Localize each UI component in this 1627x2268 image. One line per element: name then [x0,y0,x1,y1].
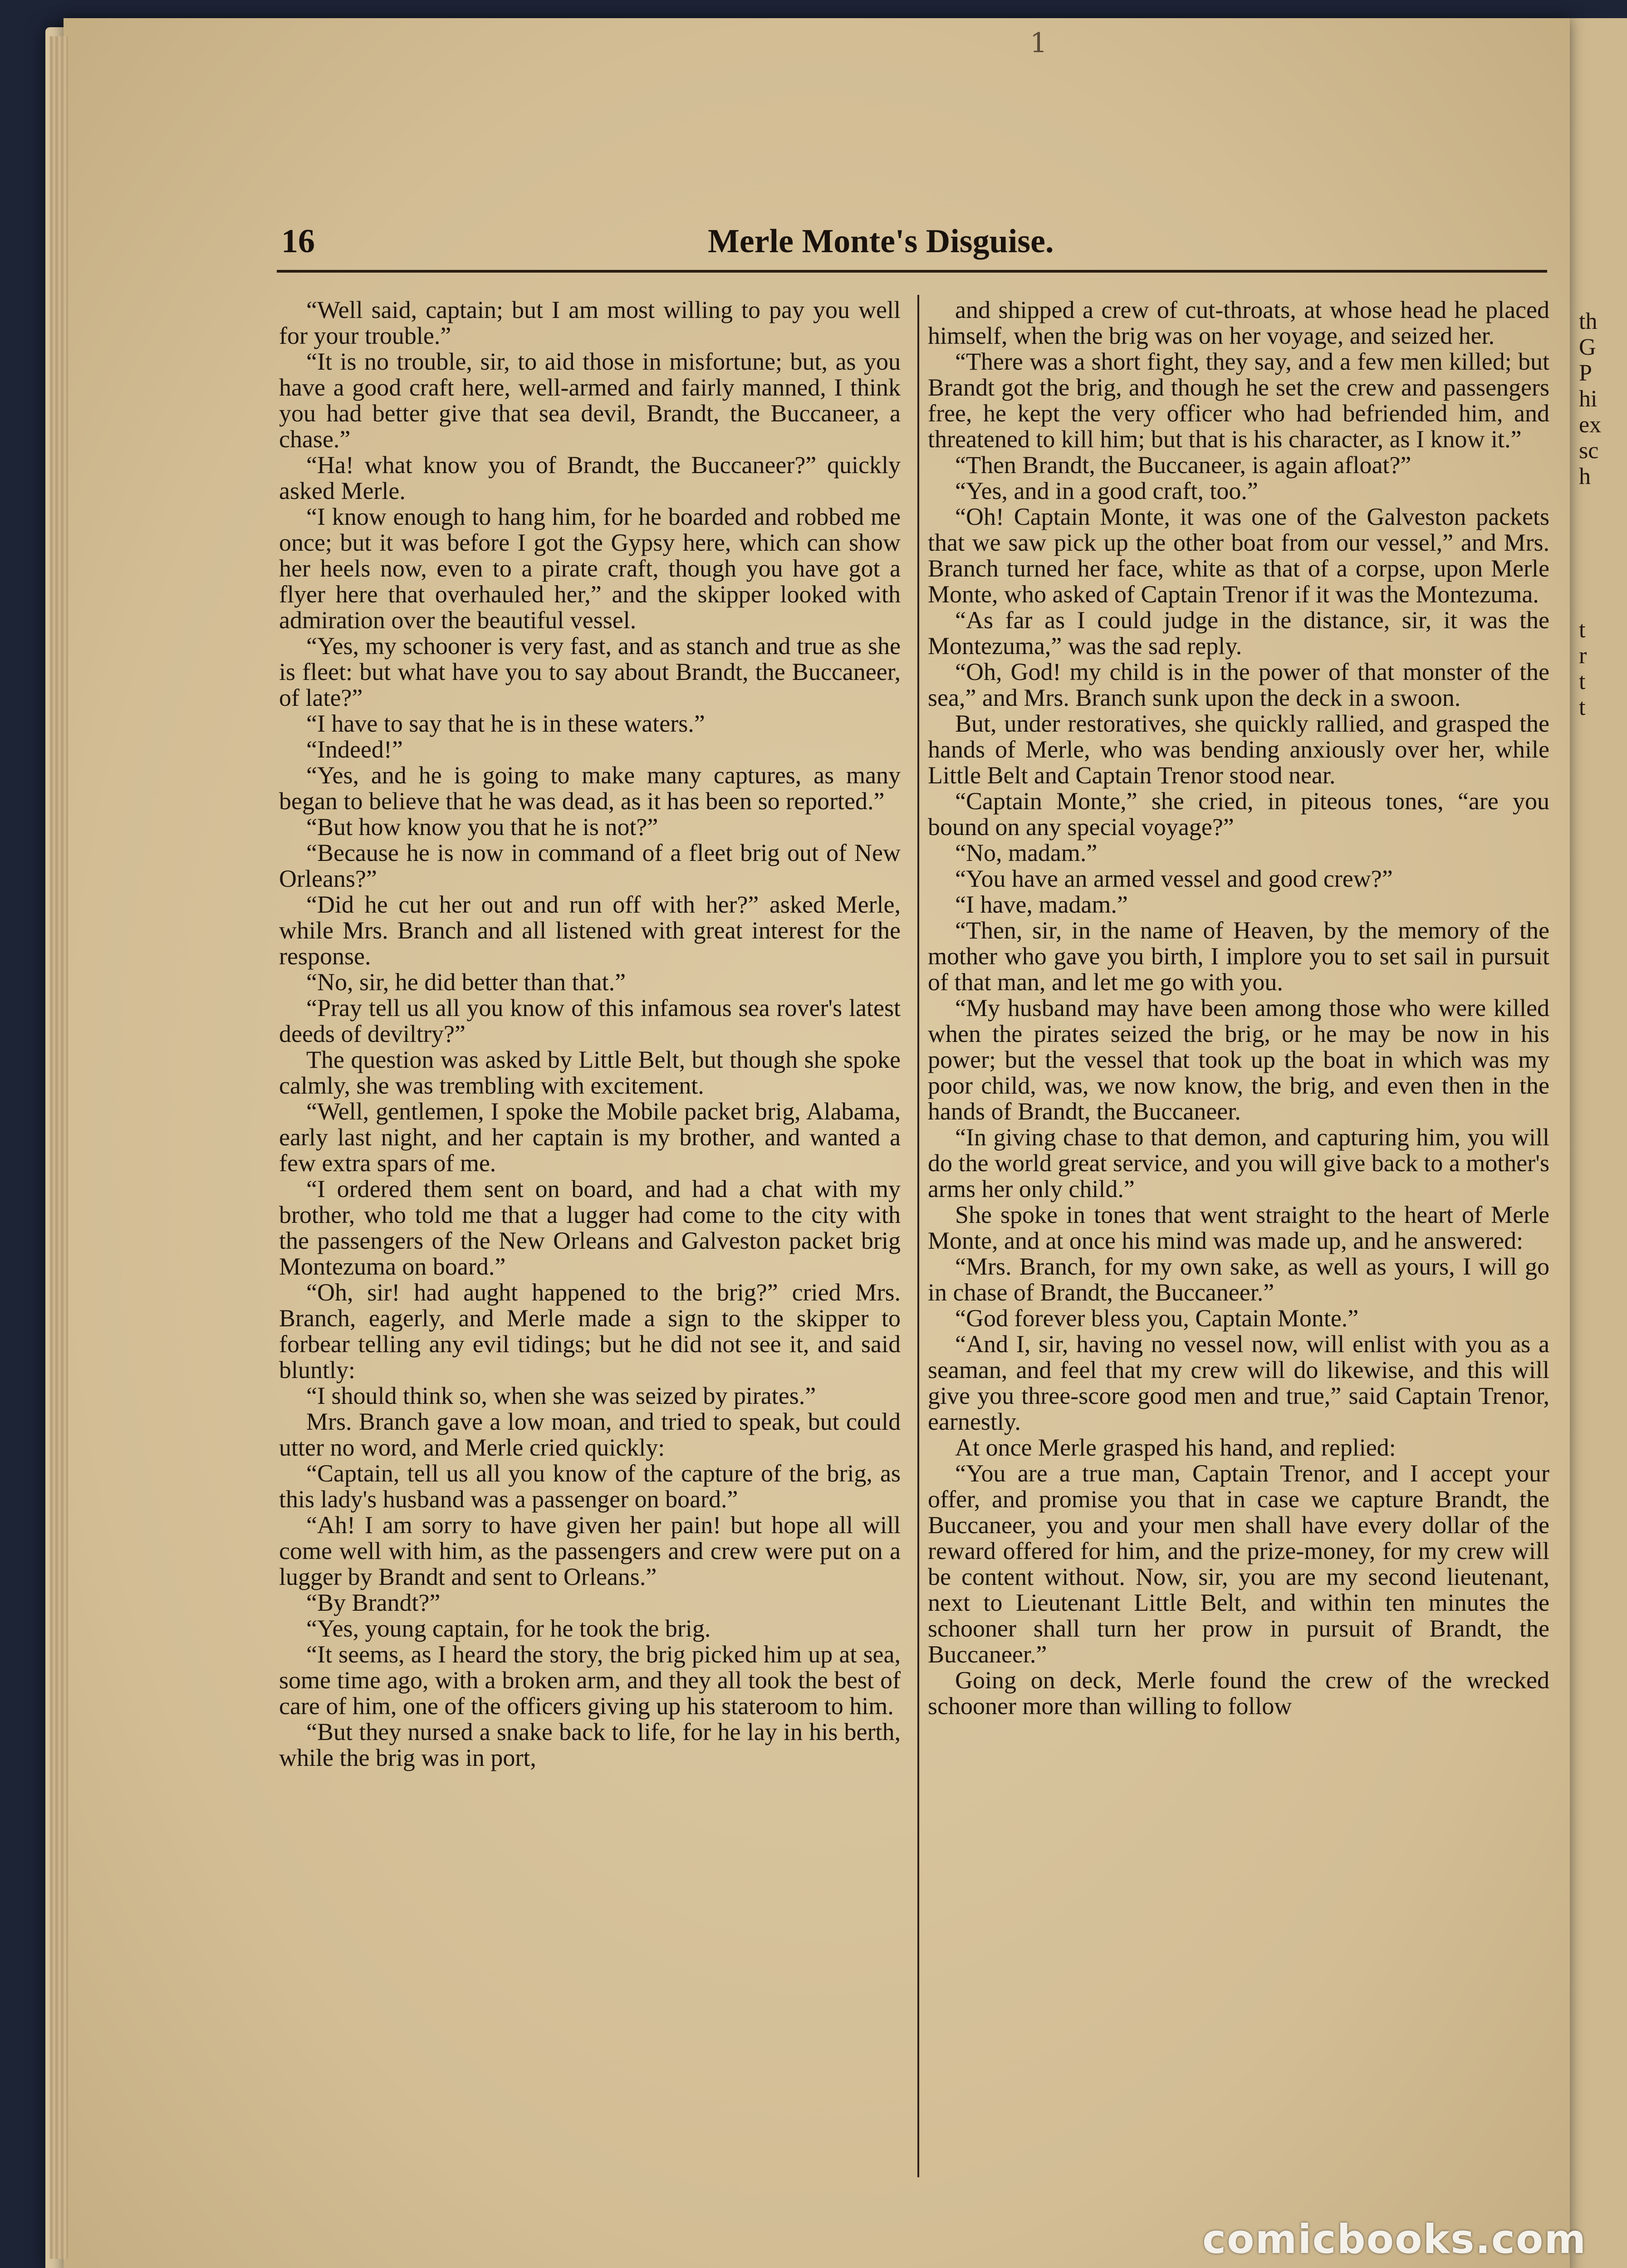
running-title: Merle Monte's Disguise. [708,223,1054,260]
adjacent-text-fragment: h [1579,464,1591,489]
paragraph: “Mrs. Branch, for my own sake, as well as yours, I will go in chase of Brandt, the Buccaneer.” [928,1253,1549,1306]
paragraph: She spoke in tones that went straight to the heart of Merle Monte, and at once his mind was made up, and he answered: [928,1201,1549,1254]
paragraph: “Well, gentlemen, I spoke the Mobile packet brig, Alabama, early last night, and her captain is my brother, and wanted a few extra spars of me. [279,1098,901,1177]
paragraph: “God forever bless you, Captain Monte.” [955,1305,1359,1332]
paragraph: “Did he cut her out and run off with her?” asked Merle, while Mrs. Branch and all listened with great interest for the response. [279,891,901,970]
paragraph: “Pray tell us all you know of this infamous sea rover's latest deeds of deviltry?” [279,994,901,1047]
paragraph: “It is no trouble, sir, to aid those in misfortune; but, as you have a good craft here, well-armed and fairly manned, I think you had better give that sea devil, Brandt, the Buccaneer, a chase.” [279,348,901,453]
paragraph: “Yes, my schooner is very fast, and as stanch and true as she is fleet: but what have you to say about Brandt, the Buccaneer, of late?” [279,632,901,711]
page-header [281,222,1543,277]
watermark: comicbooks.com [1202,2216,1587,2263]
paragraph: “By Brandt?” [306,1589,441,1616]
adjacent-text-fragment: th [1579,308,1598,334]
paragraph: At once Merle grasped his hand, and replied: [955,1434,1396,1461]
column-divider [917,295,919,2177]
paragraph: “Ha! what know you of Brandt, the Buccaneer?” quickly asked Merle. [279,451,901,504]
left-column [279,297,901,2180]
paragraph: “But how know you that he is not?” [306,813,658,841]
paragraph: “I know enough to hang him, for he boarded and robbed me once; but it was before I got the Gypsy here, which can show her heels now, even to a pirate craft, though you have got a flyer here that overhauled her,” and the skipper looked with admiration over the beautiful vessel. [279,503,901,634]
paragraph: “Then Brandt, the Buccaneer, is again afloat?” [955,451,1411,479]
paragraph: “In giving chase to that demon, and capturing him, you will do the world great service, and you will give back to a mother's arms her only child.” [928,1124,1549,1202]
paragraph: “Yes, and in a good craft, too.” [955,477,1258,504]
adjacent-page-edge [1570,18,1627,2268]
paragraph: “Well said, captain; but I am most willing to pay you well for your trouble.” [279,297,901,349]
paragraph: “I have, madam.” [955,891,1128,918]
paragraph: “I should think so, when she was seized by pirates.” [306,1382,816,1409]
paragraph: “I have to say that he is in these waters.” [306,710,705,737]
adjacent-text-fragment: P [1579,360,1592,386]
paragraph: “Ah! I am sorry to have given her pain! but hope all will come well with him, as the passengers and crew were put on a lugger by Brandt and sent to Orleans.” [279,1511,901,1590]
adjacent-text-fragment: t [1579,617,1586,643]
header-rule [277,270,1547,273]
paragraph: “I ordered them sent on board, and had a chat with my brother, who told me that a lugger had come to the city with the passengers of the New Orleans and Galveston packet brig Montezuma on board.” [279,1175,901,1280]
paragraph: “And I, sir, having no vessel now, will enlist with you as a seaman, and feel that my crew will do likewise, and this will give you three-score good men and true,” said Captain Trenor, earnestly. [928,1330,1549,1435]
paragraph: “No, madam.” [955,839,1098,866]
paragraph: “Then, sir, in the name of Heaven, by the memory of the mother who gave you birth, I implore you to set sail in pursuit of that man, and let me go with you. [928,917,1549,996]
paragraph: “You have an armed vessel and good crew?” [955,865,1393,892]
page-number: 16 [281,223,315,260]
paragraph: “No, sir, he did better than that.” [306,968,626,996]
paragraph: “Captain Monte,” she cried, in piteous tones, “are you bound on any special voyage?” [928,787,1549,841]
paragraph: “Captain, tell us all you know of the capture of the brig, as this lady's husband was a passenger on board.” [279,1460,901,1513]
top-mark: 1 [1030,27,1048,59]
paragraph: “Oh, sir! had aught happened to the brig?” cried Mrs. Branch, eagerly, and Merle made a sign to the skipper to forbear telling any evil tidings; but he did not see it, and said bluntly: [279,1279,901,1383]
paragraph: and shipped a crew of cut-throats, at whose head he placed himself, when the brig was on her voyage, and seized her. [928,297,1549,349]
paragraph: “As far as I could judge in the distance, sir, it was the Montezuma,” was the sad reply. [928,606,1549,660]
paragraph: “But they nursed a snake back to life, for he lay in his berth, while the brig was in port, [279,1718,901,1771]
adjacent-text-fragment: t [1579,669,1586,694]
adjacent-text-fragment: t [1579,694,1586,720]
paragraph: Mrs. Branch gave a low moan, and tried to speak, but could utter no word, and Merle cried quickly: [279,1408,901,1461]
paragraph: Going on deck, Merle found the crew of the wrecked schooner more than willing to follow [928,1667,1549,1720]
adjacent-text-fragment: r [1579,643,1587,669]
right-column [928,297,1549,2180]
paragraph: “Oh! Captain Monte, it was one of the Galveston packets that we saw pick up the other boat from our vessel,” and Mrs. Branch turned her face, white as that of a corpse, upon Merle Monte, who asked of Captain Trenor if it was the Montezuma. [928,503,1549,608]
paragraph: “Yes, and he is going to make many captures, as many began to believe that he was dead, as it has been so reported.” [279,762,901,815]
adjacent-text-fragment: ex [1579,412,1602,438]
adjacent-text-fragment: G [1579,334,1596,360]
paragraph: But, under restoratives, she quickly rallied, and grasped the hands of Merle, who was bending anxiously over her, while Little Belt and Captain Trenor stood near. [928,710,1549,789]
paragraph: “Because he is now in command of a fleet brig out of New Orleans?” [279,839,901,892]
page-stack-edge [50,36,68,2259]
paragraph: The question was asked by Little Belt, but though she spoke calmly, she was trembling with excitement. [279,1046,901,1099]
adjacent-text-fragment: hi [1579,386,1598,412]
paragraph: “It seems, as I heard the story, the brig picked him up at sea, some time ago, with a broken arm, and they all took the best of care of him, one of the officers giving up his stateroom to him. [279,1641,901,1720]
adjacent-text-fragment: sc [1579,438,1599,464]
paragraph: “My husband may have been among those who were killed when the pirates seized the brig, or he may be now in his power; but the vessel that took up the boat in which was my poor child, was, we now know, the brig, and even then in the hands of Brandt, the Buccaneer. [928,994,1549,1125]
paragraph: “Yes, young captain, for he took the brig. [306,1615,711,1642]
paragraph: “You are a true man, Captain Trenor, and I accept your offer, and promise you that in case we capture Brandt, the Buccaneer, you and your men shall have every dollar of the reward offered for him, and the prize-money, for my crew will be content without. Now, sir, you are my second lieutenant, next to Lieutenant Little Belt, and within ten minutes the schooner shall turn her prow in pursuit of Brandt, the Buccaneer.” [928,1460,1549,1668]
paragraph: “There was a short fight, they say, and a few men killed; but Brandt got the brig, and though he set the crew and passengers free, he kept the very officer who had befriended him, and threatened to kill him; but that is his character, as I know it.” [928,348,1549,453]
paragraph: “Oh, God! my child is in the power of that monster of the sea,” and Mrs. Branch sunk upon the deck in a swoon. [928,658,1549,711]
paragraph: “Indeed!” [306,736,403,763]
